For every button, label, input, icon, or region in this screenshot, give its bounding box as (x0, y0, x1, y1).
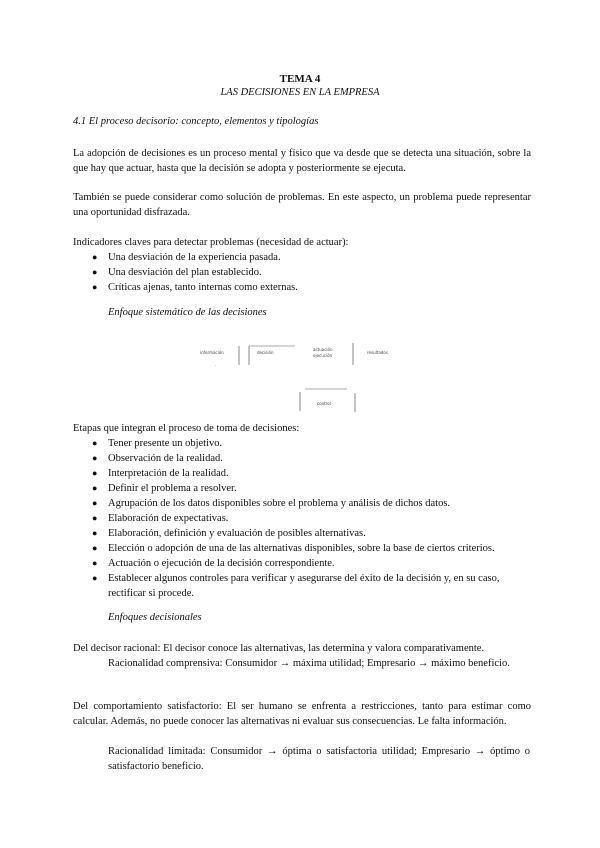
diagram-label-action-top: actuación (313, 347, 333, 352)
bullet-icon: ● (92, 543, 98, 553)
bullet-icon: ● (92, 498, 98, 508)
list-item: ● Elaboración de expectativas. (92, 513, 229, 524)
section-heading: 4.1 El proceso decisorio: concepto, elementos y tipologías (73, 116, 319, 127)
paragraph-comprehensive-rationality: Racionalidad comprensiva: Consumidor → máxima utilidad; Empresario → máximo beneficio. (108, 658, 510, 669)
bullet-icon: ● (92, 528, 98, 538)
indicators-list (92, 250, 532, 295)
list-item: ● Elección o adopción de una de las alternativas disponibles, sobre la base de ciertos criterios. (92, 543, 495, 554)
diagram-label-decision: decisión (257, 350, 274, 355)
bullet-icon: ● (92, 438, 98, 448)
diagram-heading: Enfoque sistemático de las decisiones (108, 307, 267, 318)
paragraph-stages-intro: Etapas que integran el proceso de toma de decisiones: (73, 423, 300, 434)
bullet-icon: ● (92, 558, 98, 568)
list-item: ● Una desviación del plan establecido. (92, 267, 262, 278)
paragraph-problem-solving: También se puede considerar como solución de problemas. En este aspecto, un problema puede representar una oportunidad disfrazada. (73, 192, 531, 218)
paragraph-satisfactory-behavior: Del comportamiento satisfactorio: El ser humano se enfrenta a restricciones, tanto para estimar como calcular. Además, no puede conocer las alternativas ni evaluar sus consecuencias. Le falta información. (73, 701, 531, 727)
bullet-icon: ● (92, 453, 98, 463)
document-title: TEMA 4 (279, 73, 321, 85)
approaches-heading: Enfoques decisionales (108, 612, 202, 623)
list-item: ● Actuación o ejecución de la decisión correspondiente. (92, 558, 335, 569)
list-item: ● Una desviación de la experiencia pasada. (92, 252, 281, 263)
bullet-icon: ● (92, 252, 98, 262)
list-item: ● Críticas ajenas, tanto internas como externas. (92, 282, 298, 293)
stages-list (92, 436, 532, 601)
list-item: ● Tener presente un objetivo. (92, 438, 223, 449)
list-item: ● Observación de la realidad. (92, 453, 223, 464)
list-item: ● Elaboración, definición y evaluación de posibles alternativas. (92, 528, 366, 539)
decision-flow-diagram (195, 337, 405, 415)
diagram-label-results: resultados (367, 350, 388, 355)
paragraph-definition: La adopción de decisiones es un proceso mental y físico que va desde que se detecta una situación, sobre la que hay que actuar, hasta que la decisión se adopta y posteriormente se ejecuta. (73, 148, 531, 174)
bullet-icon: ● (92, 513, 98, 523)
bullet-icon: ● (92, 267, 98, 277)
bullet-icon: ● (92, 468, 98, 478)
list-item: ● Definir el problema a resolver. (92, 483, 237, 494)
paragraph-indicators-intro: Indicadores claves para detectar problemas (necesidad de actuar): (73, 237, 349, 248)
diagram-label-action-bottom: ejecución (313, 353, 333, 358)
svg-text:.: . (215, 362, 217, 367)
paragraph-rational-decider: Del decisor racional: El decisor conoce las alternativas, las determina y valora comparativamente. (73, 643, 485, 654)
bullet-icon: ● (92, 573, 98, 583)
diagram-label-control: control (317, 401, 331, 406)
bullet-icon: ● (92, 483, 98, 493)
paragraph-limited-rationality: Racionalidad limitada: Consumidor → óptima o satisfactoria utilidad; Empresario → óptimo o satisfactorio beneficio. (108, 746, 530, 772)
diagram-label-input: información (200, 350, 224, 355)
list-item: ● Agrupación de los datos disponibles sobre el problema y análisis de dichos datos. (92, 498, 451, 509)
list-item: ● Establecer algunos controles para verificar y asegurarse del éxito de la decisión y, en su caso, rectificar si procede. (92, 573, 500, 599)
document-subtitle: LAS DECISIONES EN LA EMPRESA (220, 87, 380, 98)
bullet-icon: ● (92, 282, 98, 292)
list-item: ● Interpretación de la realidad. (92, 468, 229, 479)
